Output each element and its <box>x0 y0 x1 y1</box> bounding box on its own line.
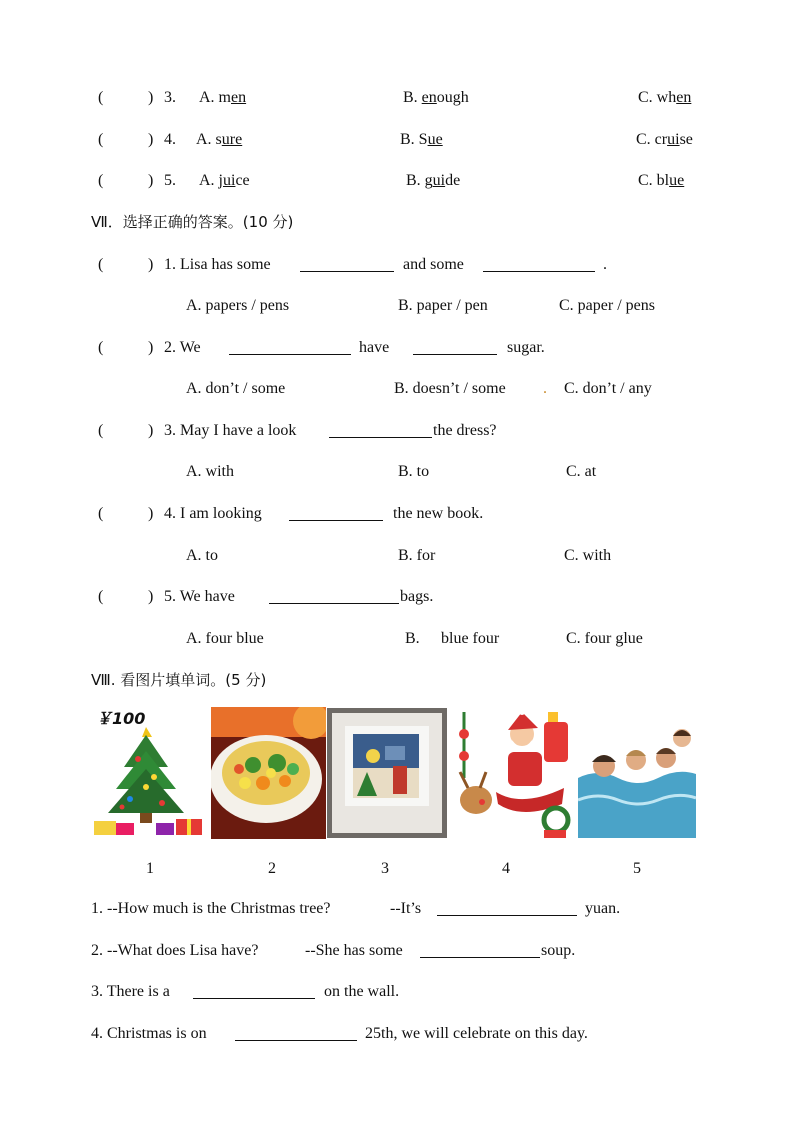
question-text: sugar. <box>507 339 545 356</box>
option-b: B. paper / pen <box>398 297 488 314</box>
option-a: A. men <box>199 89 247 106</box>
fill-sentence-1: --It’s <box>390 900 422 917</box>
option-c: C. when <box>638 89 692 106</box>
option-b: B. Sue <box>400 131 443 148</box>
question-text: the new book. <box>393 505 484 522</box>
answer-paren-open[interactable]: ( <box>98 339 104 356</box>
picture-number: 2 <box>268 860 276 877</box>
option-c: C. paper / pens <box>559 297 655 314</box>
answer-paren-open[interactable]: ( <box>98 131 104 148</box>
christmas-tree-icon <box>90 707 210 839</box>
soup-picture <box>211 707 326 839</box>
wall-picture <box>327 708 447 838</box>
santa-picture <box>452 708 578 838</box>
answer-paren-close: ) <box>148 588 154 605</box>
answer-paren-open[interactable]: ( <box>98 588 104 605</box>
picture-number: 4 <box>502 860 510 877</box>
picture-number: 3 <box>381 860 389 877</box>
option-b: B. for <box>398 547 436 564</box>
soup-bowl-icon <box>211 707 326 839</box>
answer-paren-close: ) <box>148 422 154 439</box>
option-b-text: blue four <box>441 630 500 647</box>
option-a: A. four blue <box>186 630 264 647</box>
answer-paren-close: ) <box>148 505 154 522</box>
fill-blank[interactable] <box>413 340 497 355</box>
answer-paren-close: ) <box>148 89 154 106</box>
option-a: A. sure <box>196 131 243 148</box>
fill-blank[interactable] <box>193 984 315 999</box>
fill-blank[interactable] <box>269 589 399 604</box>
option-b: B. enough <box>403 89 469 106</box>
question-text: and some <box>403 256 464 273</box>
question-stem-1: 1. Lisa has some <box>164 256 271 273</box>
answer-paren-open[interactable]: ( <box>98 505 104 522</box>
question-text: have <box>359 339 390 356</box>
question-stem-3: 3. May I have a look <box>164 422 297 439</box>
option-c: C. four glue <box>566 630 643 647</box>
option-b: B. doesn’t / some <box>394 380 506 397</box>
section-8-heading: Ⅷ. 看图片填单词。(5 分) <box>91 671 267 689</box>
option-a: A. don’t / some <box>186 380 286 397</box>
question-text: bags. <box>400 588 434 605</box>
answer-paren-close: ) <box>148 131 154 148</box>
option-b: B. guide <box>406 172 461 189</box>
fill-blank[interactable] <box>420 943 540 958</box>
picture-frame-icon <box>327 708 447 838</box>
question-number: 5. <box>164 172 176 189</box>
question-stem-5: 5. We have <box>164 588 235 605</box>
option-a: A. papers / pens <box>186 297 290 314</box>
santa-sleigh-icon <box>452 708 578 838</box>
option-c: C. cruise <box>636 131 693 148</box>
option-c: C. blue <box>638 172 685 189</box>
question-number: 3. <box>164 89 176 106</box>
question-stem-2: 2. We <box>164 339 201 356</box>
answer-paren-close: ) <box>148 256 154 273</box>
fill-sentence-1: yuan. <box>585 900 621 917</box>
question-number: 4. <box>164 131 176 148</box>
option-b: B. <box>405 630 420 647</box>
question-stem-4: 4. I am looking <box>164 505 262 522</box>
fill-blank[interactable] <box>329 423 432 438</box>
option-c: C. at <box>566 463 597 480</box>
fill-blank[interactable] <box>229 340 351 355</box>
fill-sentence-4: 25th, we will celebrate on this day. <box>365 1025 588 1042</box>
fill-sentence-2: soup. <box>541 942 576 959</box>
question-text: the dress? <box>433 422 497 439</box>
christmas-tree-picture <box>90 707 210 839</box>
price-tag: ￥100 <box>96 709 146 728</box>
fill-sentence-2: 2. --What does Lisa have? <box>91 942 259 959</box>
fill-blank[interactable] <box>300 257 394 272</box>
option-c: C. with <box>564 547 612 564</box>
option-a: A. to <box>186 547 218 564</box>
fill-sentence-3: on the wall. <box>324 983 400 1000</box>
fill-sentence-1: 1. --How much is the Christmas tree? <box>91 900 331 917</box>
answer-paren-open[interactable]: ( <box>98 422 104 439</box>
fill-blank[interactable] <box>437 901 577 916</box>
option-c: C. don’t / any <box>564 380 652 397</box>
answer-paren-open[interactable]: ( <box>98 172 104 189</box>
fill-sentence-2: --She has some <box>305 942 403 959</box>
fill-blank[interactable] <box>235 1026 357 1041</box>
fill-blank[interactable] <box>289 506 383 521</box>
option-a: A. with <box>186 463 234 480</box>
option-b: B. to <box>398 463 430 480</box>
stray-dot: . <box>543 380 547 397</box>
picture-number: 1 <box>146 860 154 877</box>
swimming-picture <box>578 708 696 838</box>
fill-blank[interactable] <box>483 257 595 272</box>
section-7-heading: Ⅶ．选择正确的答案。(10 分) <box>91 213 294 231</box>
answer-paren-close: ) <box>148 172 154 189</box>
answer-paren-close: ) <box>148 339 154 356</box>
answer-paren-open[interactable]: ( <box>98 89 104 106</box>
fill-sentence-3: 3. There is a <box>91 983 170 1000</box>
picture-number: 5 <box>633 860 641 877</box>
question-text: . <box>603 256 607 273</box>
swimming-people-icon <box>578 708 696 838</box>
answer-paren-open[interactable]: ( <box>98 256 104 273</box>
option-a: A. juice <box>199 172 250 189</box>
fill-sentence-4: 4. Christmas is on <box>91 1025 207 1042</box>
